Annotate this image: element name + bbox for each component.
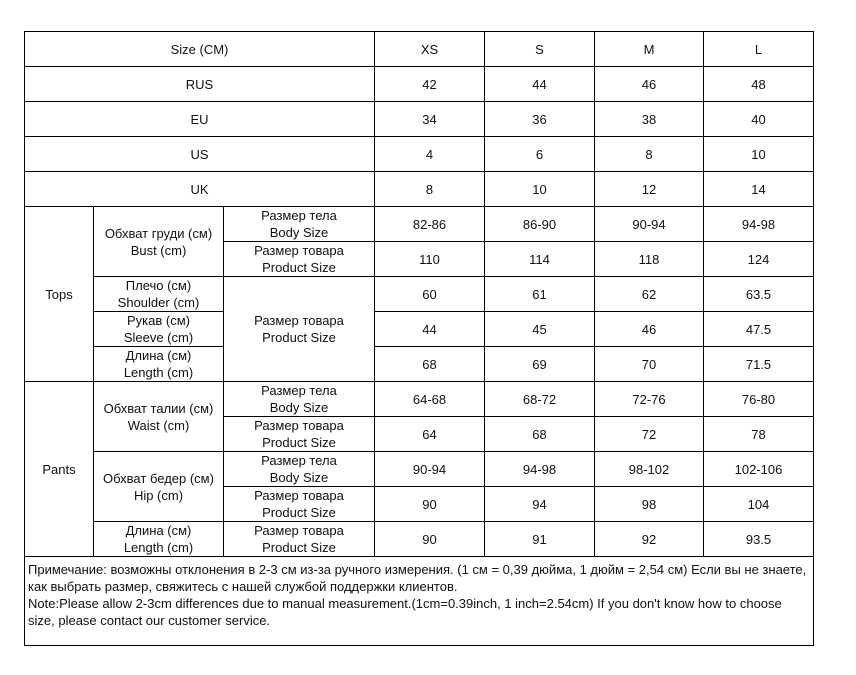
body-size-ru: Размер тела xyxy=(261,208,337,223)
note-row xyxy=(25,557,814,646)
cell: 8 xyxy=(595,137,704,172)
note-en: Note:Please allow 2-3cm differences due to manual measurement.(1cm=0.39inch, 1 inch=2.54cm) If you don't know how to choose size, please contact our customer service. xyxy=(28,596,782,628)
conversion-row-rus xyxy=(25,67,814,102)
cell: 45 xyxy=(485,312,595,347)
cell: 63.5 xyxy=(704,277,814,312)
pants-label: Pants xyxy=(25,382,94,557)
product-size-label xyxy=(224,417,375,452)
row-label: US xyxy=(25,137,375,172)
cell: 8 xyxy=(375,172,485,207)
length-ru: Длина (см) xyxy=(125,348,192,363)
cell: 6 xyxy=(485,137,595,172)
cell: 68 xyxy=(375,347,485,382)
pants-hip-body-row xyxy=(25,452,814,487)
tops-bust-body-row xyxy=(25,207,814,242)
cell: 90-94 xyxy=(595,207,704,242)
body-size-ru: Размер тела xyxy=(261,383,337,398)
shoulder-en: Shoulder (cm) xyxy=(117,295,200,310)
product-size-en: Product Size xyxy=(262,435,336,450)
cell: 34 xyxy=(375,102,485,137)
cell: 118 xyxy=(595,242,704,277)
cell: 70 xyxy=(595,347,704,382)
conversion-row-us xyxy=(25,137,814,172)
product-size-ru: Размер товара xyxy=(254,418,344,433)
cell: 12 xyxy=(595,172,704,207)
cell: 114 xyxy=(485,242,595,277)
cell: 92 xyxy=(595,522,704,557)
product-size-en: Product Size xyxy=(262,505,336,520)
shoulder-label xyxy=(94,277,224,312)
cell: 82-86 xyxy=(375,207,485,242)
cell: 60 xyxy=(375,277,485,312)
cell: 93.5 xyxy=(704,522,814,557)
body-size-en: Body Size xyxy=(269,225,329,240)
sleeve-en: Sleeve (cm) xyxy=(123,330,194,345)
size-header-l: L xyxy=(704,32,814,67)
cell: 98 xyxy=(595,487,704,522)
size-header-m: M xyxy=(595,32,704,67)
cell: 110 xyxy=(375,242,485,277)
bust-label-ru: Обхват груди (см) xyxy=(104,225,213,241)
cell: 44 xyxy=(375,312,485,347)
product-size-ru: Размер товара xyxy=(254,488,344,503)
size-header-s: S xyxy=(485,32,595,67)
cell: 48 xyxy=(704,67,814,102)
cell: 124 xyxy=(704,242,814,277)
note-cell xyxy=(25,557,814,646)
waist-label xyxy=(94,382,224,452)
product-size-ru: Размер товара xyxy=(254,313,344,328)
cell: 90 xyxy=(375,522,485,557)
hip-ru: Обхват бедер (см) xyxy=(103,470,214,486)
row-label: UK xyxy=(25,172,375,207)
product-size-label xyxy=(224,487,375,522)
size-chart-table xyxy=(24,31,814,646)
size-header-xs: XS xyxy=(375,32,485,67)
tops-sleeve-row xyxy=(25,312,814,347)
conversion-row-uk xyxy=(25,172,814,207)
cell: 102-106 xyxy=(704,452,814,487)
cell: 71.5 xyxy=(704,347,814,382)
cell: 46 xyxy=(595,67,704,102)
note-ru: Примечание: возможны отклонения в 2-3 см из-за ручного измерения. (1 см = 0,39 дюйма, 1 дюйм = 2,54 см) Если вы не знаете, как выбрать размер, свяжитесь с нашей службой поддержки клиентов. xyxy=(28,562,807,594)
pants-length-row xyxy=(25,522,814,557)
length-en: Length (cm) xyxy=(123,365,194,380)
cell: 40 xyxy=(704,102,814,137)
cell: 69 xyxy=(485,347,595,382)
cell: 42 xyxy=(375,67,485,102)
header-label: Size (CM) xyxy=(25,32,375,67)
cell: 4 xyxy=(375,137,485,172)
length-ru: Длина (см) xyxy=(125,523,192,538)
body-size-label xyxy=(224,452,375,487)
cell: 94-98 xyxy=(485,452,595,487)
cell: 72 xyxy=(595,417,704,452)
cell: 86-90 xyxy=(485,207,595,242)
cell: 10 xyxy=(485,172,595,207)
shoulder-ru: Плечо (см) xyxy=(125,278,192,293)
body-size-en: Body Size xyxy=(269,470,329,485)
cell: 98-102 xyxy=(595,452,704,487)
cell: 76-80 xyxy=(704,382,814,417)
sleeve-label xyxy=(94,312,224,347)
cell: 78 xyxy=(704,417,814,452)
tops-shoulder-row xyxy=(25,277,814,312)
body-size-label xyxy=(224,382,375,417)
cell: 64-68 xyxy=(375,382,485,417)
cell: 72-76 xyxy=(595,382,704,417)
body-size-label xyxy=(224,207,375,242)
cell: 47.5 xyxy=(704,312,814,347)
cell: 90 xyxy=(375,487,485,522)
cell: 68 xyxy=(485,417,595,452)
product-size-label xyxy=(224,242,375,277)
hip-label xyxy=(94,452,224,522)
hip-en: Hip (cm) xyxy=(133,487,184,503)
product-size-ru: Размер товара xyxy=(254,243,344,258)
cell: 46 xyxy=(595,312,704,347)
product-size-ru: Размер товара xyxy=(254,523,344,538)
product-size-label xyxy=(224,522,375,557)
waist-en: Waist (cm) xyxy=(127,417,190,433)
waist-ru: Обхват талии (см) xyxy=(103,400,214,416)
length-label xyxy=(94,347,224,382)
cell: 44 xyxy=(485,67,595,102)
cell: 94-98 xyxy=(704,207,814,242)
header-row xyxy=(25,32,814,67)
cell: 68-72 xyxy=(485,382,595,417)
body-size-ru: Размер тела xyxy=(261,453,337,468)
bust-label xyxy=(94,207,224,277)
tops-length-row xyxy=(25,347,814,382)
cell: 10 xyxy=(704,137,814,172)
row-label: RUS xyxy=(25,67,375,102)
bust-label-en: Bust (cm) xyxy=(130,242,187,258)
length-label xyxy=(94,522,224,557)
cell: 14 xyxy=(704,172,814,207)
cell: 90-94 xyxy=(375,452,485,487)
cell: 104 xyxy=(704,487,814,522)
cell: 94 xyxy=(485,487,595,522)
product-size-en: Product Size xyxy=(262,260,336,275)
length-en: Length (cm) xyxy=(123,540,194,555)
cell: 91 xyxy=(485,522,595,557)
tops-label: Tops xyxy=(25,207,94,382)
pants-waist-body-row xyxy=(25,382,814,417)
cell: 61 xyxy=(485,277,595,312)
cell: 36 xyxy=(485,102,595,137)
sleeve-ru: Рукав (см) xyxy=(127,313,190,328)
cell: 64 xyxy=(375,417,485,452)
conversion-row-eu xyxy=(25,102,814,137)
cell: 38 xyxy=(595,102,704,137)
product-size-en: Product Size xyxy=(262,540,336,555)
product-size-label xyxy=(224,277,375,382)
product-size-en: Product Size xyxy=(262,330,336,345)
row-label: EU xyxy=(25,102,375,137)
cell: 62 xyxy=(595,277,704,312)
body-size-en: Body Size xyxy=(269,400,329,415)
